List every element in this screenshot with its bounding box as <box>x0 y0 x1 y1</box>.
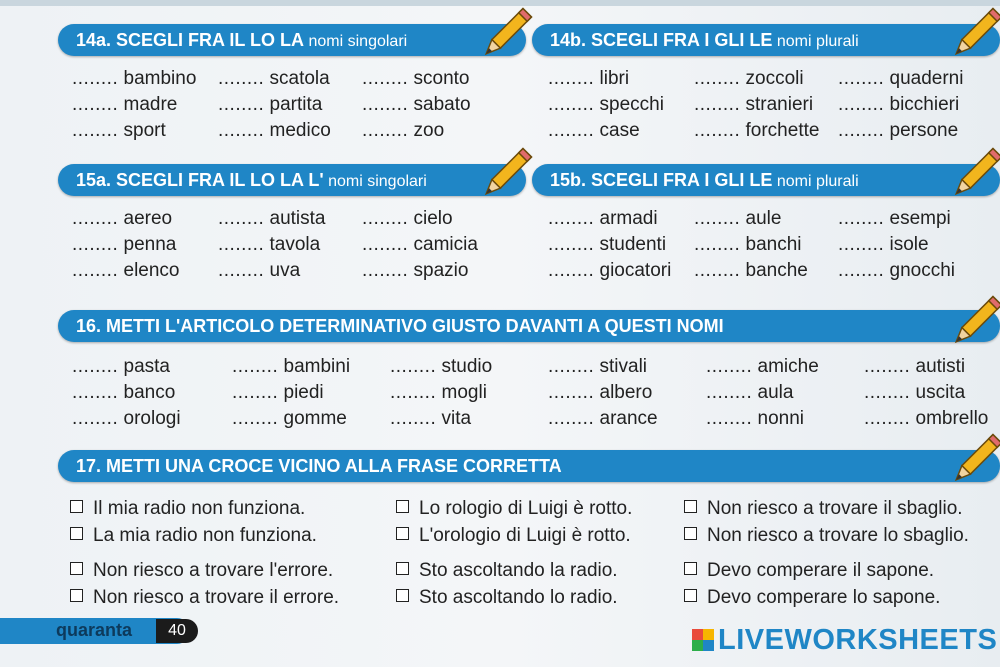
blank-item <box>864 356 965 378</box>
checkbox[interactable] <box>396 527 409 540</box>
noun-word: piedi <box>278 382 324 403</box>
choice-option[interactable] <box>684 525 969 547</box>
section-15a-prefix: 15a. SCEGLI FRA <box>76 170 230 190</box>
blank-item <box>390 408 471 430</box>
noun-word: giocatori <box>594 260 672 281</box>
noun-word: gomme <box>278 408 347 429</box>
noun-word: quaderni <box>884 68 964 89</box>
blank-item <box>72 382 175 404</box>
choice-option[interactable] <box>684 560 934 582</box>
blank-item <box>838 260 955 282</box>
noun-word: cielo <box>408 208 453 229</box>
noun-word: vita <box>436 408 472 429</box>
answer-blank[interactable]: ........ <box>362 234 409 255</box>
blank-item <box>548 94 664 116</box>
choice-sentence: Non riesco a trovare lo sbaglio. <box>707 525 969 546</box>
blank-item <box>232 356 350 378</box>
noun-word: case <box>594 120 640 141</box>
answer-blank[interactable]: ........ <box>548 234 595 255</box>
answer-blank[interactable]: ........ <box>838 208 885 229</box>
noun-word: specchi <box>594 94 664 115</box>
section-14a-prefix: 14a. SCEGLI FRA <box>76 30 230 50</box>
blank-item <box>548 120 640 142</box>
blank-item <box>390 356 492 378</box>
answer-blank[interactable]: ........ <box>864 382 911 403</box>
blank-item <box>694 260 808 282</box>
choice-option[interactable] <box>70 587 339 609</box>
footer-page-word: quaranta <box>56 620 133 640</box>
noun-word: isole <box>884 234 929 255</box>
noun-word: forchette <box>740 120 820 141</box>
answer-blank[interactable]: ........ <box>72 408 119 429</box>
noun-word: studenti <box>594 234 667 255</box>
checkbox[interactable] <box>70 562 83 575</box>
noun-word: sport <box>118 120 166 141</box>
section-17-title: 17. METTI UNA CROCE VICINO ALLA FRASE CORRETTA <box>76 456 562 476</box>
blank-item <box>72 208 172 230</box>
answer-blank[interactable]: ........ <box>218 208 265 229</box>
blank-item <box>838 120 958 142</box>
blank-item <box>72 408 181 430</box>
noun-word: persone <box>884 120 959 141</box>
answer-blank[interactable]: ........ <box>838 68 885 89</box>
pencil-icon <box>476 4 536 64</box>
checkbox[interactable] <box>684 562 697 575</box>
pencil-icon <box>476 144 536 204</box>
choice-sentence: Il mia radio non funziona. <box>93 498 306 519</box>
choice-option[interactable] <box>396 587 618 609</box>
answer-blank[interactable]: ........ <box>548 68 595 89</box>
blank-item <box>838 208 951 230</box>
blank-item <box>72 68 196 90</box>
section-14b-prefix: 14b. SCEGLI FRA <box>550 30 705 50</box>
section-15a-articles: IL LO LA L' <box>229 170 324 190</box>
answer-blank[interactable]: ........ <box>548 208 595 229</box>
noun-word: orologi <box>118 408 181 429</box>
answer-blank[interactable]: ........ <box>548 260 595 281</box>
noun-word: scatola <box>264 68 330 89</box>
noun-word: stivali <box>594 356 648 377</box>
choice-option[interactable] <box>70 560 333 582</box>
blank-item <box>362 120 444 142</box>
section-16-title: 16. METTI L'ARTICOLO DETERMINATIVO GIUSTO DAVANTI A QUESTI NOMI <box>76 316 724 336</box>
checkbox[interactable] <box>684 500 697 513</box>
section-14b-tail: nomi plurali <box>772 33 859 50</box>
checkbox[interactable] <box>70 589 83 602</box>
answer-blank[interactable]: ........ <box>72 356 119 377</box>
noun-word: amiche <box>752 356 819 377</box>
answer-blank[interactable]: ........ <box>232 356 279 377</box>
section-16-header <box>58 310 1000 342</box>
blank-item <box>362 260 468 282</box>
noun-word: gnocchi <box>884 260 956 281</box>
blank-item <box>72 120 166 142</box>
answer-blank[interactable]: ........ <box>362 68 409 89</box>
blank-item <box>548 408 658 430</box>
blank-item <box>694 234 802 256</box>
answer-blank[interactable]: ........ <box>390 382 437 403</box>
noun-word: partita <box>264 94 323 115</box>
answer-blank[interactable]: ........ <box>694 94 741 115</box>
blank-item <box>548 260 671 282</box>
answer-blank[interactable]: ........ <box>218 234 265 255</box>
section-17-header <box>58 450 1000 482</box>
choice-option[interactable] <box>70 525 317 547</box>
blank-item <box>694 120 819 142</box>
blank-item <box>838 68 963 90</box>
choice-option[interactable] <box>396 560 618 582</box>
choice-sentence: L'orologio di Luigi è rotto. <box>419 525 631 546</box>
choice-sentence: Non riesco a trovare il errore. <box>93 587 340 608</box>
blank-item <box>548 356 647 378</box>
answer-blank[interactable]: ........ <box>838 234 885 255</box>
blank-item <box>838 234 929 256</box>
answer-blank[interactable]: ........ <box>864 356 911 377</box>
blank-item <box>390 382 487 404</box>
section-14a-tail: nomi singolari <box>304 33 408 50</box>
blank-item <box>548 234 666 256</box>
blank-item <box>218 68 330 90</box>
blank-item <box>218 208 326 230</box>
blank-item <box>218 120 331 142</box>
noun-word: bambini <box>278 356 351 377</box>
blank-item <box>706 408 804 430</box>
answer-blank[interactable]: ........ <box>548 120 595 141</box>
blank-item <box>694 94 813 116</box>
blank-item <box>706 382 793 404</box>
pencil-icon <box>946 4 1000 64</box>
checkbox[interactable] <box>396 562 409 575</box>
answer-blank[interactable]: ........ <box>694 260 741 281</box>
blank-item <box>72 356 170 378</box>
noun-word: bambino <box>118 68 197 89</box>
blank-item <box>362 234 478 256</box>
noun-word: aule <box>740 208 782 229</box>
choice-option[interactable] <box>396 498 632 520</box>
section-14a-articles: IL LO LA <box>229 30 305 50</box>
choice-sentence: La mia radio non funziona. <box>93 525 317 546</box>
noun-word: pasta <box>118 356 170 377</box>
noun-word: ombrello <box>910 408 989 429</box>
choice-option[interactable] <box>684 587 940 609</box>
noun-word: uscita <box>910 382 966 403</box>
noun-word: medico <box>264 120 331 141</box>
checkbox[interactable] <box>684 589 697 602</box>
answer-blank[interactable]: ........ <box>390 356 437 377</box>
answer-blank[interactable]: ........ <box>838 260 885 281</box>
blank-item <box>864 408 988 430</box>
answer-blank[interactable]: ........ <box>706 356 753 377</box>
answer-blank[interactable]: ........ <box>362 94 409 115</box>
checkbox[interactable] <box>70 527 83 540</box>
blank-item <box>694 208 781 230</box>
noun-word: stranieri <box>740 94 814 115</box>
choice-sentence: Sto ascoltando la radio. <box>419 560 618 581</box>
answer-blank[interactable]: ........ <box>864 408 911 429</box>
blank-item <box>232 382 324 404</box>
answer-blank[interactable]: ........ <box>72 68 119 89</box>
answer-blank[interactable]: ........ <box>548 408 595 429</box>
noun-word: tavola <box>264 234 321 255</box>
liveworksheets-logo-icon <box>692 629 714 651</box>
answer-blank[interactable]: ........ <box>694 68 741 89</box>
blank-item <box>548 382 652 404</box>
blank-item <box>694 68 804 90</box>
noun-word: banco <box>118 382 176 403</box>
noun-word: sconto <box>408 68 470 89</box>
blank-item <box>362 208 453 230</box>
answer-blank[interactable]: ........ <box>706 382 753 403</box>
blank-item <box>362 94 471 116</box>
section-15b-header <box>532 164 1000 196</box>
choice-sentence: Lo rologio di Luigi è rotto. <box>419 498 633 519</box>
answer-blank[interactable]: ........ <box>72 208 119 229</box>
blank-item <box>548 208 658 230</box>
noun-word: camicia <box>408 234 478 255</box>
choice-option[interactable] <box>396 525 631 547</box>
answer-blank[interactable]: ........ <box>548 382 595 403</box>
answer-blank[interactable]: ........ <box>218 260 265 281</box>
noun-word: elenco <box>118 260 180 281</box>
noun-word: arance <box>594 408 658 429</box>
noun-word: armadi <box>594 208 658 229</box>
checkbox[interactable] <box>396 500 409 513</box>
blank-item <box>548 68 629 90</box>
answer-blank[interactable]: ........ <box>72 94 119 115</box>
noun-word: penna <box>118 234 177 255</box>
answer-blank[interactable]: ........ <box>390 408 437 429</box>
checkbox[interactable] <box>396 589 409 602</box>
blank-item <box>864 382 965 404</box>
answer-blank[interactable]: ........ <box>838 94 885 115</box>
noun-word: esempi <box>884 208 951 229</box>
noun-word: nonni <box>752 408 805 429</box>
choice-sentence: Devo comperare il sapone. <box>707 560 935 581</box>
noun-word: sabato <box>408 94 471 115</box>
answer-blank[interactable]: ........ <box>218 120 265 141</box>
answer-blank[interactable]: ........ <box>232 382 279 403</box>
checkbox[interactable] <box>684 527 697 540</box>
noun-word: banche <box>740 260 808 281</box>
blank-item <box>72 94 177 116</box>
section-15a-header <box>58 164 526 196</box>
answer-blank[interactable]: ........ <box>694 234 741 255</box>
answer-blank[interactable]: ........ <box>706 408 753 429</box>
blank-item <box>218 234 320 256</box>
blank-item <box>362 68 470 90</box>
choice-sentence: Non riesco a trovare l'errore. <box>93 560 334 581</box>
choice-option[interactable] <box>684 498 963 520</box>
answer-blank[interactable]: ........ <box>838 120 885 141</box>
noun-word: madre <box>118 94 178 115</box>
pencil-icon <box>946 144 1000 204</box>
section-14b-header <box>532 24 1000 56</box>
section-14a-header <box>58 24 526 56</box>
answer-blank[interactable]: ........ <box>72 260 119 281</box>
noun-word: autisti <box>910 356 966 377</box>
answer-blank[interactable]: ........ <box>232 408 279 429</box>
blank-item <box>218 94 322 116</box>
noun-word: zoo <box>408 120 445 141</box>
answer-blank[interactable]: ........ <box>362 208 409 229</box>
choice-sentence: Non riesco a trovare il sbaglio. <box>707 498 963 519</box>
answer-blank[interactable]: ........ <box>548 94 595 115</box>
choice-sentence: Sto ascoltando lo radio. <box>419 587 618 608</box>
noun-word: albero <box>594 382 653 403</box>
noun-word: studio <box>436 356 493 377</box>
section-15b-prefix: 15b. SCEGLI FRA <box>550 170 705 190</box>
answer-blank[interactable]: ........ <box>694 208 741 229</box>
section-15b-articles: I GLI LE <box>704 170 773 190</box>
blank-item <box>218 260 300 282</box>
blank-item <box>72 260 180 282</box>
blank-item <box>838 94 959 116</box>
answer-blank[interactable]: ........ <box>218 94 265 115</box>
blank-item <box>232 408 347 430</box>
checkbox[interactable] <box>70 500 83 513</box>
answer-blank[interactable]: ........ <box>72 234 119 255</box>
footer-page-number: 40 <box>156 619 198 643</box>
choice-option[interactable] <box>70 498 305 520</box>
answer-blank[interactable]: ........ <box>548 356 595 377</box>
noun-word: aereo <box>118 208 173 229</box>
section-15a-tail: nomi singolari <box>323 173 427 190</box>
noun-word: uva <box>264 260 301 281</box>
noun-word: libri <box>594 68 630 89</box>
answer-blank[interactable]: ........ <box>362 120 409 141</box>
noun-word: mogli <box>436 382 487 403</box>
answer-blank[interactable]: ........ <box>72 120 119 141</box>
answer-blank[interactable]: ........ <box>218 68 265 89</box>
brand-wordmark: LIVEWORKSHEETS <box>718 624 998 656</box>
answer-blank[interactable]: ........ <box>72 382 119 403</box>
section-15b-tail: nomi plurali <box>772 173 859 190</box>
noun-word: spazio <box>408 260 469 281</box>
pencil-icon <box>946 292 1000 352</box>
choice-sentence: Devo comperare lo sapone. <box>707 587 941 608</box>
noun-word: bicchieri <box>884 94 960 115</box>
answer-blank[interactable]: ........ <box>362 260 409 281</box>
section-14b-articles: I GLI LE <box>704 30 773 50</box>
noun-word: zoccoli <box>740 68 804 89</box>
blank-item <box>706 356 819 378</box>
pencil-icon <box>946 430 1000 490</box>
answer-blank[interactable]: ........ <box>694 120 741 141</box>
blank-item <box>72 234 176 256</box>
noun-word: autista <box>264 208 326 229</box>
noun-word: banchi <box>740 234 802 255</box>
noun-word: aula <box>752 382 794 403</box>
